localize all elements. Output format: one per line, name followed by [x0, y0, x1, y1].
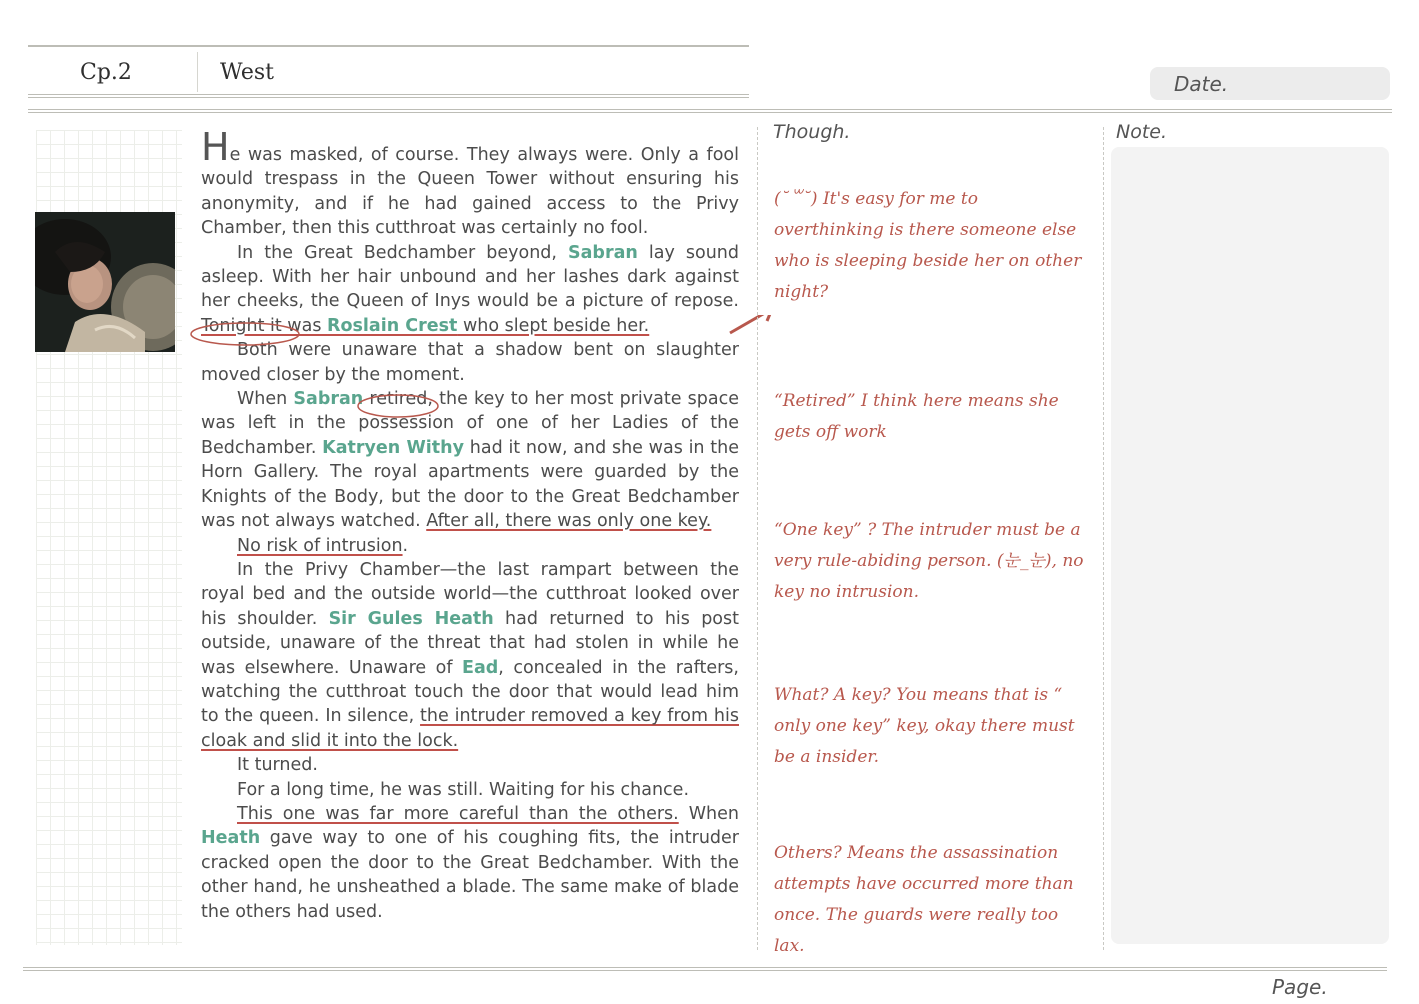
circle-mark-tonight — [191, 323, 299, 345]
thought-note-3: “One key” ? The intruder must be a very rule-abiding person. (눈_눈), no key no intrusion. — [774, 520, 1084, 602]
sleeping-woman-image — [35, 212, 175, 352]
footer-rule-2 — [23, 970, 1387, 971]
page-label: Page. — [1272, 975, 1328, 999]
annotation-marks — [185, 315, 785, 425]
story-paragraph-1: He was masked, of course. They always were. Only a fool would trespass in the Queen Tower without ensuring his anonymity, and if he had gained access to the Privy Chamber, then this cutthroat was certainly no fool. — [201, 125, 739, 239]
story-paragraph-7: It turned. — [237, 755, 318, 776]
thought-note-4: What? A key? You means that is “ only one key” key, okay there must be a insider. — [774, 685, 1075, 767]
thought-note-2: “Retired” I think here means she gets off work — [774, 391, 1059, 442]
thought-note-1: (˘꒳˘) It's easy for me to overthinking is there someone else who is sleeping beside her on other night? — [774, 189, 1082, 302]
date-label: Date. — [1174, 72, 1229, 96]
character-name: Sabran — [293, 389, 364, 410]
character-name: Sabran — [568, 242, 638, 263]
story-paragraph-5: No risk of intrusion. — [237, 535, 409, 556]
notes-area[interactable] — [1111, 147, 1389, 944]
header-divider — [197, 52, 198, 92]
story-paragraph-9: This one was far more careful than the others. When Heath gave way to one of his coughing fits, the intruder cracked open the door to the Great Bedchamber. With the other hand, he unsheathed a blade. The same make of blade the others had used. — [201, 803, 739, 922]
character-name: Roslain Crest — [327, 315, 458, 336]
header-bottom-rule-2 — [28, 97, 749, 98]
drop-cap: H — [201, 125, 230, 169]
story-paragraph-8: For a long time, he was still. Waiting for his chance. — [237, 779, 690, 800]
chapter-label: Cp.2 — [80, 60, 132, 85]
character-name: Sir Gules Heath — [328, 608, 494, 629]
story-paragraph-6: In the Privy Chamber—the last rampart between the royal bed and the outside world—the cutthroat looked over his shoulder. Sir Gules Heath had returned to his post outside, unaware of the threat that had stolen in while he was elsewhere. Unaware of Ead, concealed in the rafters, watching the cutthroat touch the door that would lead him to the queen. In silence, the intruder removed a key from his cloak and slid it into the lock. — [201, 559, 739, 751]
character-name: Katryen Withy — [322, 437, 465, 458]
character-name: Ead — [462, 657, 499, 678]
chapter-title: West — [220, 60, 274, 85]
highlighted-phrase: the intruder removed a key from his cloak and slid it into the lock. — [201, 706, 739, 751]
highlighted-phrase: Tonight it was Roslain Crest who slept beside her. — [201, 315, 650, 336]
column-separator — [757, 127, 758, 950]
notes-heading: Note. — [1116, 121, 1168, 143]
circled-word: retired, — [363, 389, 433, 410]
thoughts-heading: Though. — [773, 121, 851, 143]
story-paragraph-2: In the Great Bedchamber beyond, Sabran lay sound asleep. With her hair unbound and her lashes dark against her cheeks, the Queen of Inys would be a picture of repose. Tonight it was Roslain Crest who slept beside her. — [201, 242, 739, 336]
sleeping-woman-illustration — [35, 212, 175, 352]
character-name: Heath — [201, 828, 261, 849]
content-top-rule-2 — [28, 112, 1392, 113]
highlighted-phrase: No risk of intrusion — [237, 535, 403, 556]
story-paragraph-3: Both were unaware that a shadow bent on slaughter moved closer by the moment. — [201, 340, 739, 385]
date-field[interactable] — [1150, 67, 1390, 100]
footer-rule — [23, 967, 1387, 968]
highlighted-phrase: After all, there was only one key. — [426, 511, 712, 532]
highlighted-phrase: This one was far more careful than the others. — [237, 803, 679, 824]
circle-mark-retired — [358, 395, 438, 417]
header-bottom-rule — [28, 94, 749, 95]
thought-note-5: Others? Means the assassination attempts have occurred more than once. The guards were really too lax. — [774, 843, 1074, 956]
content-top-rule — [28, 109, 1392, 110]
column-separator — [1103, 127, 1104, 950]
story-text — [201, 125, 739, 924]
story-paragraph-4: When Sabran retired, the key to her most private space was left in the possession of one of her Ladies of the Bedchamber. Katryen Withy had it now, and she was in the Horn Gallery. The royal apartments were guarded by the Knights of the Body, but the door to the Great Bedchamber was not always watched. After all, there was only one key. — [201, 389, 739, 532]
header-top-rule — [28, 45, 749, 47]
arrow-icon — [730, 315, 770, 333]
